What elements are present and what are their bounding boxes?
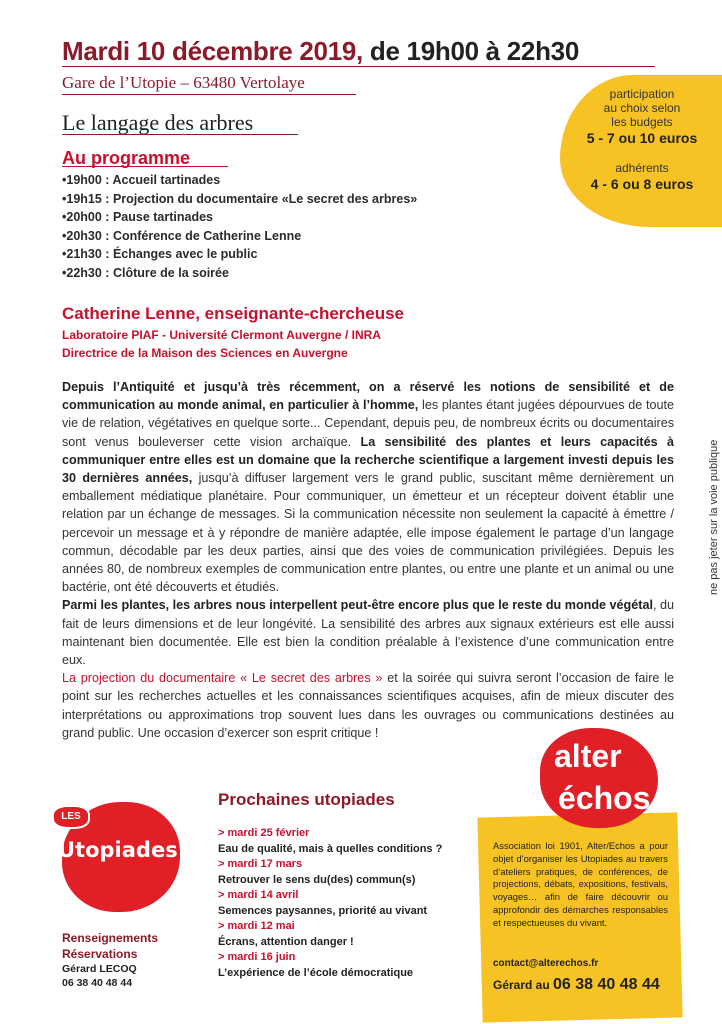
next-event-title: L’expérience de l’école démocratique — [218, 966, 414, 979]
next-events-heading: Prochaines utopiades — [218, 790, 395, 809]
side-note: ne pas jeter sur la voie publique — [708, 439, 720, 595]
title-underline — [62, 66, 655, 67]
rens-line2: Réservations — [62, 947, 138, 961]
next-event-date: > mardi 14 avril — [218, 889, 299, 901]
contact-name: Gérard LECOQ — [62, 963, 137, 975]
price-line3: les budgets — [611, 115, 673, 129]
logo-word-echos: échos — [558, 780, 651, 816]
p1-bold: Depuis l’Antiquité et jusqu’à très récemment, on a réservé les notions de sensibilité et de communication au monde animal, en particulier à l’homme, — [62, 380, 674, 413]
price-line2: au choix selon — [603, 101, 681, 115]
p2-text: , du fait de leurs dimensions et de leur longévité. La sensibilité des arbres aux signaux extérieurs est elle aussi maintenant bien documentée. Elle est bien la condition préalable à l’existence d’une communication entre eux. — [62, 598, 674, 668]
next-event-date: > mardi 25 février — [218, 827, 310, 839]
price-info — [567, 87, 717, 193]
programme-underline — [62, 166, 228, 167]
event-date-heading — [62, 36, 579, 67]
p3-red: La projection du documentaire « Le secret des arbres » — [62, 671, 383, 686]
programme-item: • 20h30 : Conférence de Catherine Lenne — [62, 227, 417, 246]
alterechos-logo — [540, 728, 658, 828]
programme-heading: Au programme — [62, 148, 191, 168]
alterechos-phone — [493, 976, 660, 994]
next-event-title: Semences paysannes, priorité au vivant — [218, 904, 428, 917]
paragraph-2 — [62, 596, 674, 669]
event-title: Le langage des arbres — [62, 110, 254, 135]
p1-text: les plantes étant jugées dépourvues de toute vie de relation, végétatives en quelque sorte... Cependant, depuis peu, de nombreux écrits ou documentaires sont venus bouleverser cette vision archaïque. — [62, 398, 674, 449]
speaker-lab: Laboratoire PIAF - Université Clermont Auvergne / INRA — [62, 328, 381, 342]
p1-bold2: La sensibilité des plantes et leurs capacités à communiquer entre elles est un domaine que la recherche scientifique a largement investi depuis les 30 dernières années, — [62, 434, 674, 486]
p1-text2: jusqu’à diffuser largement vers le grand public, suscitant même dernièrement un emballement médiatique planétaire. Pour communiquer, un émetteur et un récepteur doivent établir une relation par un échange de messages. Si la communication nécessite non seulement la capacité à émettre / percevoir un message et à y répondre de manière adaptée, elle impose également le partage d’un langage commun, décodable par les deux parties, ainsi que des voies de communication privilégiées. Depuis les années 80, de nombreux exemples de communication entre plantes, ou entre une plante et un animal ou une bactérie, ont été découverts et étudiés. — [62, 471, 675, 595]
price-amount-members: 4 - 6 ou 8 euros — [590, 176, 694, 192]
utopiades-name: Utopiades — [58, 838, 178, 862]
event-hours: de 19h00 à 22h30 — [369, 36, 579, 66]
programme-item: • 19h15 : Projection du documentaire «Le secret des arbres» — [62, 190, 417, 209]
venue-underline — [62, 94, 356, 95]
price-amount-general: 5 - 7 ou 10 euros — [586, 130, 698, 146]
programme-item: • 19h00 : Accueil tartinades — [62, 171, 417, 190]
next-event-date: > mardi 17 mars — [218, 858, 303, 870]
price-line1: participation — [609, 87, 675, 101]
next-events-list — [218, 826, 442, 981]
article-body — [62, 378, 674, 742]
phone-number: 06 38 40 48 44 — [553, 976, 660, 993]
event-title-underline — [62, 134, 298, 135]
next-event-title: Eau de qualité, mais à quelles conditions ? — [218, 842, 443, 855]
next-event-date: > mardi 16 juin — [218, 951, 296, 963]
contact-person — [62, 962, 137, 990]
speaker-name: Catherine Lenne, enseignante-chercheuse — [62, 304, 404, 323]
rens-line1: Renseignements — [62, 931, 159, 945]
reservations-label — [62, 930, 158, 962]
speaker-affiliation — [62, 326, 381, 362]
p2-bold: Parmi les plantes, les arbres nous interpellent peut-être encore plus que le reste du monde végétal — [62, 598, 653, 613]
next-event-title: Écrans, attention danger ! — [218, 935, 354, 948]
utopiades-les: LES — [52, 805, 90, 829]
speaker-role: Directrice de la Maison des Sciences en Auvergne — [62, 346, 348, 360]
programme-item: • 21h30 : Échanges avec le public — [62, 245, 417, 264]
alterechos-description: Association loi 1901, Alter/Echos a pour objet d’organiser les Utopiades au travers d’ateliers pratiques, de conférences, de projections, débats, expositions, festivals, voyages… afin de faire découvrir ou approfondir des démarches responsables et respectueuses du vivant. — [493, 840, 668, 928]
programme-item: • 22h30 : Clôture de la soirée — [62, 264, 417, 283]
paragraph-1 — [62, 378, 674, 596]
programme-list — [62, 171, 417, 283]
logo-word-alter: alter — [554, 738, 622, 774]
venue: Gare de l’Utopie – 63480 Vertolaye — [62, 73, 305, 92]
next-event-date: > mardi 12 mai — [218, 920, 295, 932]
p3-text: et la soirée qui suivra seront l’occasion de faire le point sur les recherches actuelles et les connaissances scientifiques acquises, afin de mieux discuter des interprétations ou approximations trop souvent lues dans les ouvrages ou communications destinées au grand public. Une occasion d’exercer son esprit critique ! — [62, 671, 675, 740]
next-event-title: Retrouver le sens du(des) commun(s) — [218, 873, 416, 886]
contact-phone: 06 38 40 48 44 — [62, 977, 133, 989]
event-date: Mardi 10 décembre 2019, — [62, 36, 363, 66]
phone-prefix: Gérard au — [493, 978, 554, 992]
alterechos-email[interactable]: contact@alterechos.fr — [493, 958, 599, 969]
price-line4: adhérents — [615, 161, 669, 175]
programme-item: • 20h00 : Pause tartinades — [62, 208, 417, 227]
